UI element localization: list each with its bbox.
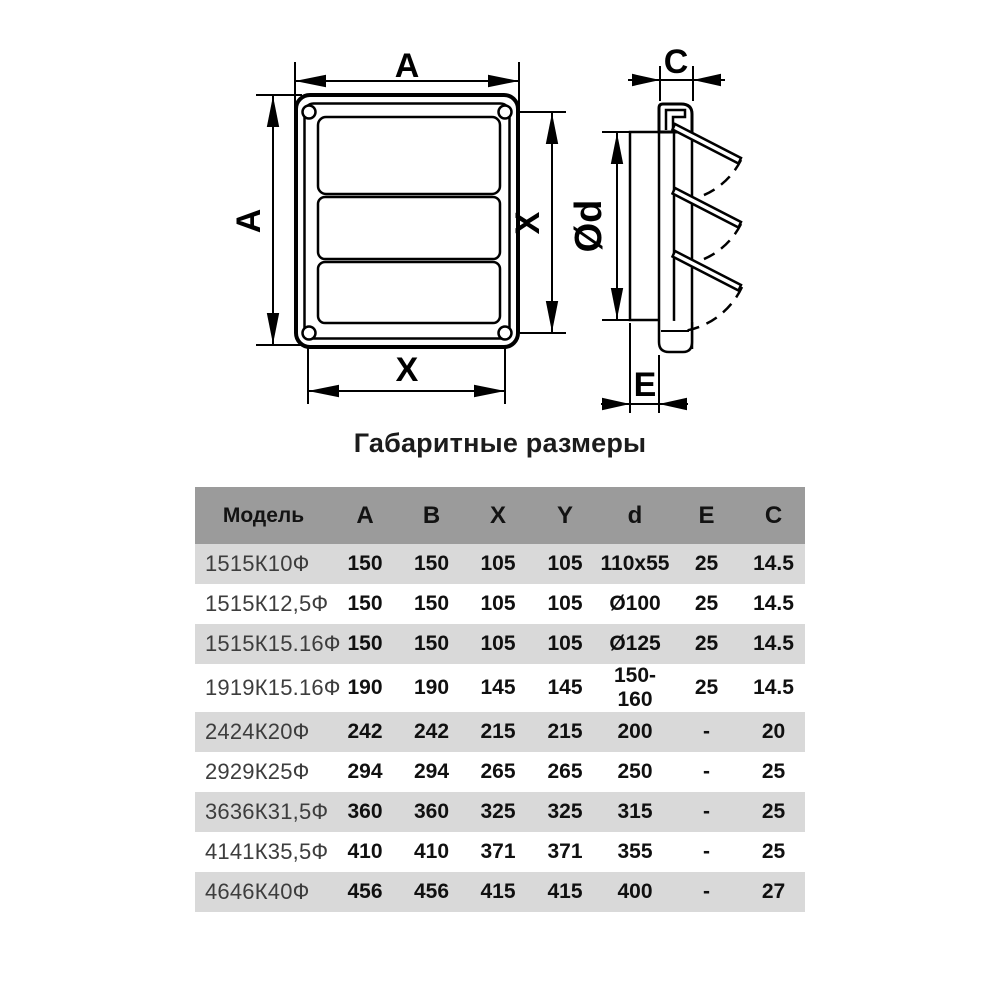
shutter-flap	[673, 124, 742, 164]
header-row	[195, 487, 805, 544]
model-cell: 4646К40Ф	[205, 879, 310, 904]
value-cell: 415	[547, 880, 583, 903]
value-cell: 410	[347, 840, 383, 863]
value-cell: 360	[347, 800, 383, 823]
table-row	[195, 792, 805, 832]
screw-hole-icon	[303, 106, 316, 119]
value-cell: 25	[694, 552, 719, 575]
arrowhead-icon	[295, 75, 326, 87]
value-cell: Ø100	[609, 592, 661, 615]
arrowhead-icon	[267, 313, 279, 344]
grille-front-body	[296, 95, 518, 347]
value-cell: 14.5	[753, 592, 794, 615]
table-row	[195, 872, 805, 912]
arrowhead-icon	[659, 398, 687, 410]
column-header-model: Модель	[195, 487, 332, 544]
arrowhead-icon	[267, 96, 279, 127]
value-cell: 105	[480, 552, 516, 575]
column-header-X: X	[465, 487, 531, 544]
value-cell: 325	[480, 800, 516, 823]
table-header	[195, 487, 805, 544]
value-cell: 14.5	[753, 676, 794, 699]
column-header-E: E	[671, 487, 742, 544]
arrowhead-icon	[474, 385, 505, 397]
column-header-B: B	[398, 487, 465, 544]
value-cell: 265	[480, 760, 516, 783]
swing-arc	[699, 160, 741, 197]
arrowhead-icon	[611, 133, 623, 164]
value-cell: 25	[761, 840, 786, 863]
arrowhead-icon	[602, 398, 630, 410]
value-cell: 400	[617, 880, 653, 903]
value-cell: 150-160	[613, 664, 657, 711]
screw-hole-icon	[499, 106, 512, 119]
value-cell: 456	[413, 880, 450, 903]
value-cell: -	[703, 800, 710, 823]
value-cell: 150	[413, 632, 450, 655]
value-cell: 190	[347, 676, 383, 699]
column-header-C: C	[742, 487, 805, 544]
model-cell: 4141К35,5Ф	[205, 839, 329, 864]
value-cell: 371	[480, 840, 516, 863]
value-cell: 315	[617, 800, 653, 823]
value-cell: 294	[347, 760, 383, 783]
value-cell: 145	[547, 676, 583, 699]
frame-foot	[659, 320, 692, 352]
model-cell: 1515К10Ф	[205, 551, 310, 576]
table-row	[195, 832, 805, 872]
arrowhead-icon	[488, 75, 519, 87]
value-cell: 105	[480, 592, 516, 615]
value-cell: 105	[547, 592, 583, 615]
duct-spigot	[630, 132, 659, 320]
column-header-A: A	[332, 487, 398, 544]
model-cell: 3636К31,5Ф	[205, 799, 329, 824]
value-cell: 25	[761, 760, 786, 783]
dim-label-e: E	[633, 366, 657, 404]
value-cell: 294	[413, 760, 450, 783]
screw-hole-icon	[499, 327, 512, 340]
swing-arc	[699, 224, 741, 261]
value-cell: 14.5	[753, 632, 794, 655]
arrowhead-icon	[611, 288, 623, 319]
table-row	[195, 752, 805, 792]
value-cell: -	[703, 840, 710, 863]
model-cell: 2424К20Ф	[205, 719, 310, 744]
value-cell: 215	[480, 720, 516, 743]
arrowhead-icon	[693, 74, 721, 86]
arrowhead-icon	[308, 385, 339, 397]
column-header-Y: Y	[531, 487, 599, 544]
dim-label-a-top: A	[394, 47, 420, 85]
table-row	[195, 664, 805, 712]
value-cell: 105	[547, 632, 583, 655]
value-cell: 150	[413, 592, 450, 615]
dim-label-x-right: X	[509, 211, 547, 235]
table-row	[195, 712, 805, 752]
value-cell: -	[703, 720, 710, 743]
value-cell: 20	[761, 720, 786, 743]
arrowhead-icon	[546, 301, 558, 332]
table-row	[195, 544, 805, 584]
value-cell: 200	[617, 720, 653, 743]
value-cell: 456	[347, 880, 383, 903]
dim-label-diameter: Ød	[568, 199, 610, 253]
value-cell: 265	[547, 760, 583, 783]
value-cell: 145	[480, 676, 516, 699]
value-cell: 242	[347, 720, 383, 743]
dim-label-c: C	[663, 43, 689, 81]
model-cell: 1515К12,5Ф	[205, 591, 329, 616]
value-cell: 25	[694, 592, 719, 615]
value-cell: 150	[347, 632, 383, 655]
value-cell: 14.5	[753, 552, 794, 575]
value-cell: 242	[413, 720, 450, 743]
value-cell: 25	[694, 632, 719, 655]
value-cell: 190	[413, 676, 450, 699]
value-cell: 150	[413, 552, 450, 575]
value-cell: 250	[617, 760, 653, 783]
dimensions-table	[195, 487, 805, 912]
value-cell: 215	[547, 720, 583, 743]
side-view-drawing	[568, 43, 742, 413]
value-cell: 371	[547, 840, 583, 863]
value-cell: 325	[547, 800, 583, 823]
value-cell: 150	[347, 592, 383, 615]
value-cell: 27	[761, 880, 786, 903]
arrowhead-icon	[632, 74, 660, 86]
table-row	[195, 624, 805, 664]
value-cell: 360	[413, 800, 450, 823]
arrowhead-icon	[546, 113, 558, 144]
dim-label-a-left: A	[230, 208, 268, 234]
dimension-drawing	[0, 0, 1000, 430]
value-cell: 25	[761, 800, 786, 823]
table-body	[195, 544, 805, 912]
value-cell: 410	[413, 840, 450, 863]
model-cell: 2929К25Ф	[205, 759, 310, 784]
value-cell: 25	[694, 676, 719, 699]
column-header-d: d	[599, 487, 671, 544]
screw-hole-icon	[303, 327, 316, 340]
model-cell: 1919К15.16Ф	[205, 675, 341, 700]
value-cell: 355	[617, 840, 653, 863]
value-cell: -	[703, 880, 710, 903]
table-row	[195, 584, 805, 624]
value-cell: 105	[547, 552, 583, 575]
value-cell: -	[703, 760, 710, 783]
value-cell: 415	[480, 880, 516, 903]
front-view-drawing	[230, 47, 566, 404]
value-cell: 150	[347, 552, 383, 575]
value-cell: 110x55	[600, 552, 670, 575]
value-cell: Ø125	[609, 632, 661, 655]
model-cell: 1515К15.16Ф	[205, 631, 341, 656]
diagram-caption: Габаритные размеры	[353, 428, 647, 458]
dim-label-x-bottom: X	[395, 351, 419, 389]
value-cell: 105	[480, 632, 516, 655]
